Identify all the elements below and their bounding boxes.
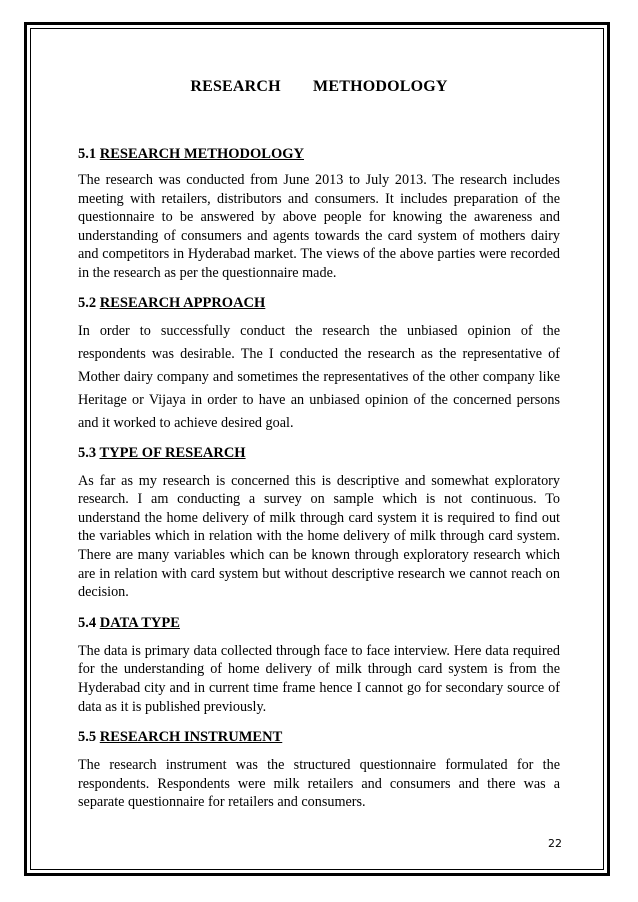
section-paragraph-5-2: In order to successfully conduct the research the unbiased opinion of the respondents was desirable. The I conducted the research as the representative of Mother dairy company and sometimes the representatives of the other company like Heritage or Vijaya in order to have an unbiased opinion of the concerned persons and it worked to achieve desired goal. — [78, 322, 560, 431]
section-paragraph-5-4: The data is primary data collected through face to face interview. Here data required for the understanding of home delivery of milk through card system is from the Hyderabad city and in current time frame hence I cannot go for secondary source of data as it is published previously. — [78, 642, 560, 715]
section-paragraph-5-5: The research instrument was the structured questionnaire formulated for the respondents. Respondents were milk retailers and consumers and there was a separate questionnaire for retailers and consumers. — [78, 757, 560, 811]
section-heading-5-3: 5.3 TYPE OF RESEARCH — [78, 444, 246, 461]
document-body — [78, 78, 560, 812]
section-paragraph-5-3: As far as my research is concerned this is descriptive and somewhat exploratory research. I am conducting a survey on sample which is not continuous. To understand the home delivery of milk through card system it is required to find out the variables which in relation with the home delivery of milk through card system. There are many variables which can be known through exploratory research which are in relation with card system but without descriptive research we cannot reach on decision. — [78, 472, 560, 601]
page-title: RESEARCH METHODOLOGY — [190, 78, 448, 95]
section-heading-5-5: 5.5 RESEARCH INSTRUMENT — [78, 729, 283, 746]
page-number: 22 — [548, 837, 562, 850]
section-heading-5-4: 5.4 DATA TYPE — [78, 614, 180, 631]
section-paragraph-5-1: The research was conducted from June 2013 to July 2013. The research includes meeting with retailers, distributors and consumers. It includes preparation of the questionnaire to be answered by above people for knowing the awareness and understanding of consumers and agents towards the card system of mothers dairy and competitors in Hyderabad market. The views of the above parties were recorded in the research as per the questionnaire made. — [78, 172, 560, 281]
section-heading-5-2: 5.2 RESEARCH APPROACH — [78, 294, 266, 311]
section-heading-5-1: 5.1 RESEARCH METHODOLOGY — [78, 146, 304, 162]
